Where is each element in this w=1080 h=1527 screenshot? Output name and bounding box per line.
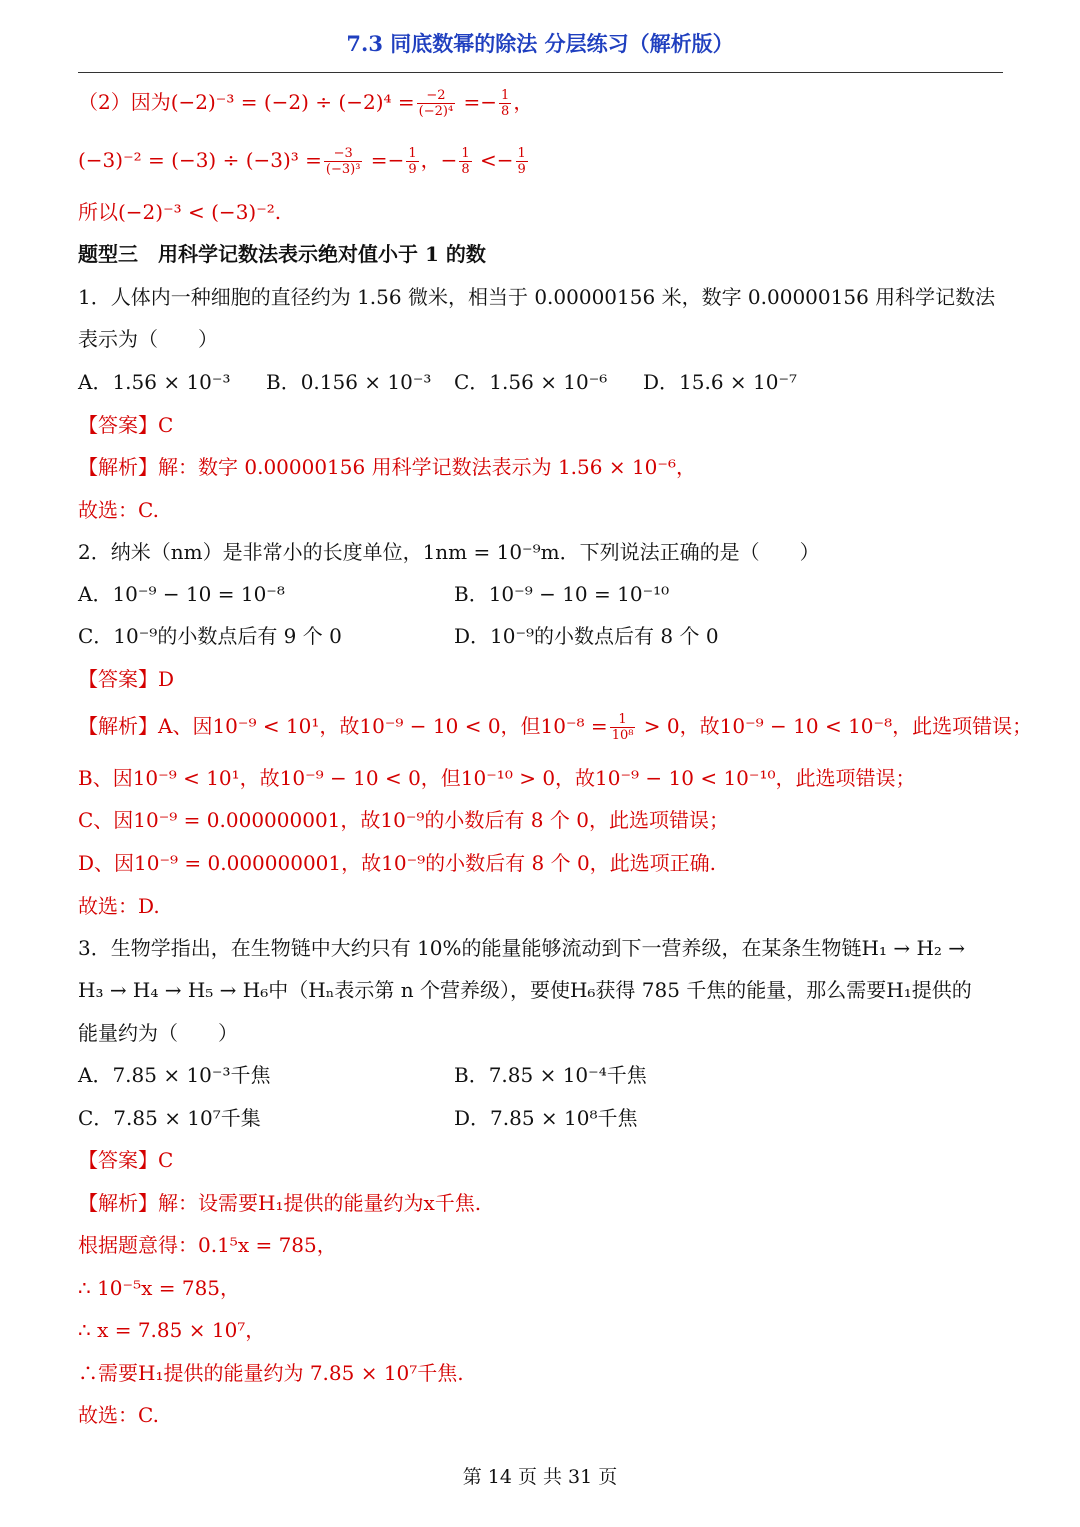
section-heading: 题型三 用科学记数法表示绝对值小于 1 的数 — [78, 242, 486, 266]
option-a: A．7.85 × 10⁻³千焦 — [78, 1063, 271, 1087]
question-3-text-cont: H₃ → H₄ → H₅ → H₆中（Hₙ表示第 n 个营养级），要使H₆获得 785 千焦的能量，那么需要H₁提供的 — [78, 978, 972, 1002]
question-1-text: 1．人体内一种细胞的直径约为 1.56 微米，相当于 0.00000156 米，数字 0.00000156 用科学记数法 — [78, 285, 996, 309]
analysis-text-5: ∴需要H₁提供的能量约为 7.85 × 10⁷千焦. — [78, 1361, 464, 1385]
answer-label: 【答案】D — [78, 667, 175, 691]
option-d: D．10⁻⁹的小数点后有 8 个 0 — [454, 624, 719, 648]
solution-line-1-text: （2）因为(−2)⁻³ = (−2) ÷ (−2)⁴ = — [78, 90, 415, 114]
analysis-text-4: ∴ x = 7.85 × 10⁷， — [78, 1318, 266, 1342]
option-c: C．10⁻⁹的小数点后有 9 个 0 — [78, 624, 342, 648]
fraction: $\frac{-2}{\text{(−2)⁴}}$ — [418, 88, 454, 119]
option-b: B．7.85 × 10⁻⁴千焦 — [454, 1063, 647, 1087]
page-number: 第 14 页 共 31 页 — [462, 1466, 618, 1488]
fraction: $\frac{-3}{\text{(−3)³}}$ — [325, 146, 361, 177]
question-1-text-cont: 表示为（ ） — [78, 327, 218, 351]
option-d: D．7.85 × 10⁸千焦 — [454, 1106, 638, 1130]
choice-text: 故选：C. — [78, 498, 159, 522]
page-header-title: 7.3 同底数幂的除法 分层练习（解析版） — [346, 31, 734, 56]
analysis-text-b: B、因10⁻⁹ < 10¹，故10⁻⁹ − 10 < 0，但10⁻¹⁰ > 0，故10⁻⁹ − 10 < 10⁻¹⁰，此选项错误； — [78, 766, 916, 790]
fraction: $\frac{1}{8}$ — [501, 88, 510, 119]
question-2-text: 2．纳米（nm）是非常小的长度单位，1nm = 10⁻⁹m．下列说法正确的是（ ） — [78, 540, 820, 564]
option-d: D．15.6 × 10⁻⁷ — [643, 370, 798, 394]
answer-label: 【答案】C — [78, 1148, 174, 1172]
fraction: $\frac{1}{8}$ — [461, 146, 470, 177]
choice-text: 故选：C. — [78, 1403, 159, 1427]
question-3-text-cont2: 能量约为（ ） — [78, 1021, 238, 1045]
analysis-text: 【解析】解：数字 0.00000156 用科学记数法表示为 1.56 × 10⁻⁶， — [78, 455, 696, 479]
option-c: C．7.85 × 10⁷千集 — [78, 1106, 261, 1130]
solution-line-2: (−3)⁻² = (−3) ÷ (−3)³ = $\frac{-3}{\text{(−3)³}}$ =− $\frac{1}{9}$ ，− $\frac{1}{8}$ <− $\frac{1}{9}$ — [78, 146, 526, 177]
fraction: $\frac{1}{9}$ — [517, 146, 526, 177]
analysis-text-a: 【解析】A、因10⁻⁹ < 10¹，故10⁻⁹ − 10 < 0，但10⁻⁸ = $\frac{1}{\text{10⁸}}$ > 0，故10⁻⁹ − 10 < 10⁻⁸，此选项错误； — [78, 712, 1033, 743]
question-3-text: 3．生物学指出，在生物链中大约只有 10%的能量能够流动到下一营养级，在某条生物链H₁ → H₂ → — [78, 936, 966, 960]
analysis-text-3: ∴ 10⁻⁵x = 785， — [78, 1276, 241, 1300]
solution-line-1: （2）因为(−2)⁻³ = (−2) ÷ (−2)⁴ = $\frac{-2}{\text{(−2)⁴}}$ =− $\frac{1}{8}$ ， — [78, 88, 534, 119]
fraction: $\frac{1}{\text{10⁸}}$ — [611, 712, 634, 743]
header-divider — [78, 72, 1003, 73]
choice-text: 故选：D. — [78, 894, 160, 918]
option-c: C．1.56 × 10⁻⁶ — [454, 370, 608, 394]
option-b: B．0.156 × 10⁻³ — [266, 370, 432, 394]
analysis-text-2: 根据题意得：0.1⁵x = 785， — [78, 1233, 337, 1257]
analysis-text-c: C、因10⁻⁹ = 0.000000001，故10⁻⁹的小数后有 8 个 0，此选项错误； — [78, 808, 729, 832]
answer-label: 【答案】C — [78, 413, 174, 437]
analysis-text-1: 【解析】解：设需要H₁提供的能量约为x千焦. — [78, 1191, 482, 1215]
solution-line-3: 所以(−2)⁻³ < (−3)⁻². — [78, 200, 282, 224]
option-a: A．10⁻⁹ − 10 = 10⁻⁸ — [78, 582, 285, 606]
option-b: B．10⁻⁹ − 10 = 10⁻¹⁰ — [454, 582, 670, 606]
option-a: A．1.56 × 10⁻³ — [78, 370, 231, 394]
analysis-text-d: D、因10⁻⁹ = 0.000000001，故10⁻⁹的小数后有 8 个 0，此选项正确. — [78, 851, 717, 875]
fraction: $\frac{1}{9}$ — [408, 146, 417, 177]
